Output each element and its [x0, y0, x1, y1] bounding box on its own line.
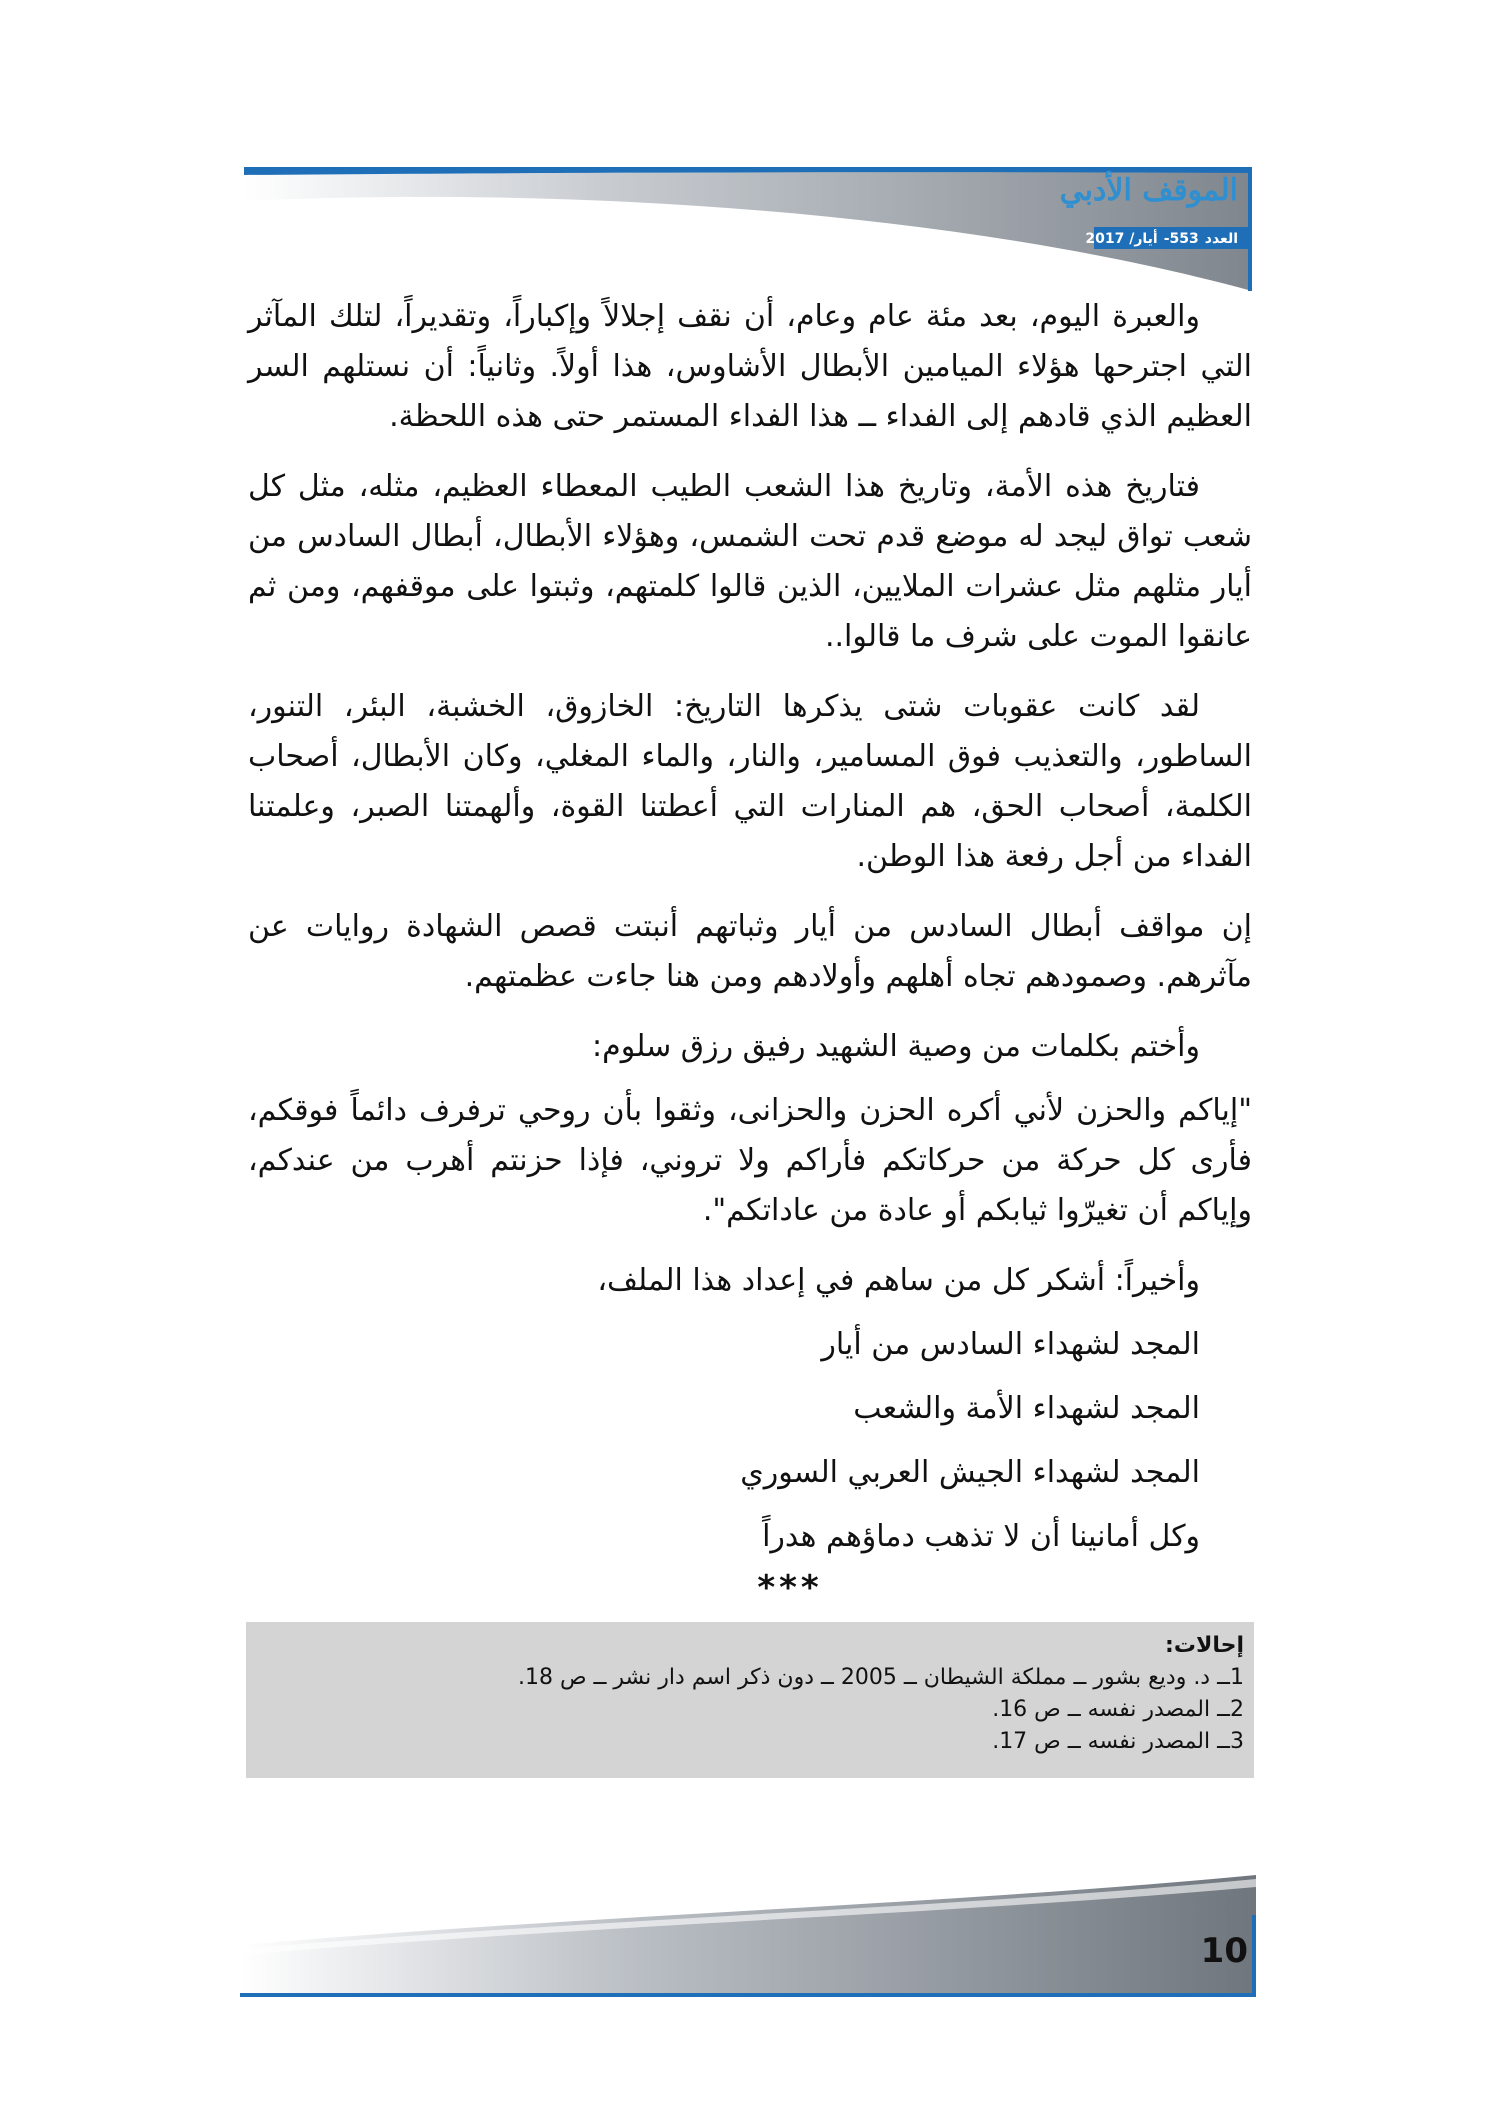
quote-paragraph: "إياكم والحزن لأني أكره الحزن والحزانى، وثقوا بأن روحي ترفرف دائماً فوقكم، فأرى كل حركة من حركاتكم فأراكم ولا تروني، فإذا حزنتم أهرب من عندكم، وإياكم أن تغيرّوا ثيابكم أو عادة من عاداتكم".	[248, 1093, 1252, 1228]
page-footer	[240, 1875, 1256, 1997]
article-body	[248, 292, 1252, 1608]
issue-label: العدد	[1204, 231, 1238, 247]
closing-line: المجد لشهداء السادس من أيار	[821, 1327, 1200, 1362]
reference-item: 1ــ د. وديع بشور ــ مملكة الشيطان ــ 2005 ــ دون ذكر اسم دار نشر ــ ص 18.	[517, 1665, 1244, 1690]
paragraph: فتاريخ هذه الأمة، وتاريخ هذا الشعب الطيب المعطاء العظيم، مثله، مثل كل شعب تواق ليجد له موضع قدم تحت الشمس، وهؤلاء الأبطال، أبطال السادس من أيار مثلهم مثل عشرات الملايين، الذين قالوا كلمتهم، وثبتوا على موقفهم، ومن ثم عانقوا الموت على شرف ما قالوا..	[248, 469, 1252, 654]
issue-number: 553-	[1163, 231, 1199, 247]
closing-line: وكل أمانينا أن لا تذهب دماؤهم هدراً	[762, 1519, 1200, 1554]
reference-item: 2ــ المصدر نفسه ــ ص 16.	[992, 1697, 1244, 1722]
section-separator: ***	[757, 1568, 823, 1608]
paragraph: والعبرة اليوم، بعد مئة عام وعام، أن نقف إجلالاً وإكباراً، وتقديراً، لتلك المآثر التي اجترحها هؤلاء الميامين الأبطال الأشاوس، هذا أولاً. وثانياً: أن نستلهم السر العظيم الذي قادهم إلى الفداء ــ هذا الفداء المستمر حتى هذه اللحظة.	[248, 299, 1252, 434]
footer-swoosh	[240, 1875, 1256, 1997]
references-title: إحالات:	[1165, 1633, 1244, 1658]
reference-item: 3ــ المصدر نفسه ــ ص 17.	[992, 1729, 1244, 1754]
page-header	[244, 167, 1252, 291]
references-box	[246, 1622, 1254, 1778]
paragraph: وأختم بكلمات من وصية الشهيد رفيق رزق سلوم:	[592, 1029, 1200, 1064]
paragraph: إن مواقف أبطال السادس من أيار وثباتهم أنبتت قصص الشهادة روايات عن مآثرهم. وصمودهم تجاه أهلهم وأولادهم ومن هنا جاءت عظمتهم.	[248, 909, 1252, 994]
issue-info	[1079, 231, 1238, 247]
issue-date: أيار/ 2017	[1085, 231, 1158, 247]
closing-line: المجد لشهداء الجيش العربي السوري	[740, 1455, 1200, 1490]
magazine-logo: الموقف الأدبي	[1059, 173, 1238, 208]
closing-line: وأخيراً: أشكر كل من ساهم في إعداد هذا الملف،	[597, 1263, 1200, 1298]
page-number: 10	[1200, 1931, 1248, 1971]
paragraph: لقد كانت عقوبات شتى يذكرها التاريخ: الخازوق، الخشبة، البئر، التنور، الساطور، والتعذيب فوق المسامير، والنار، والماء المغلي، وكان الأبطال، أصحاب الكلمة، أصحاب الحق، هم المنارات التي أعطتنا القوة، وألهمتنا الصبر، وعلمتنا الفداء من أجل رفعة هذا الوطن.	[248, 689, 1252, 874]
closing-line: المجد لشهداء الأمة والشعب	[853, 1391, 1200, 1426]
